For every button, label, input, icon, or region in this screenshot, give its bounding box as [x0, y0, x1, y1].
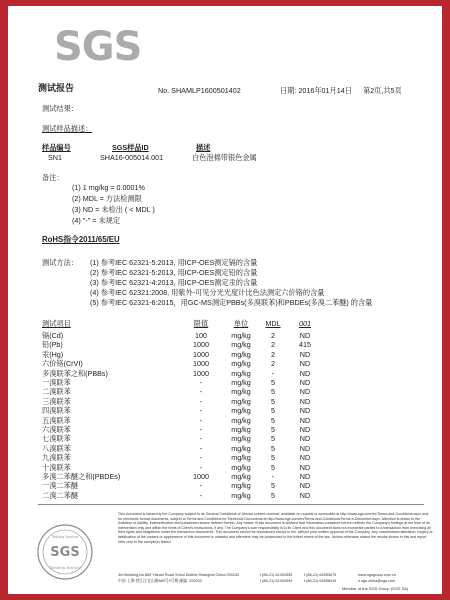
result-test-item: 八溴联苯	[42, 443, 71, 453]
result-mdl: 5	[271, 490, 275, 500]
result-unit: mg/kg	[231, 349, 251, 359]
result-unit: mg/kg	[231, 387, 251, 397]
result-test-item: 汞(Hg)	[42, 349, 64, 359]
result-test-item: 九溴联苯	[42, 453, 71, 463]
result-sample-001: ND	[299, 490, 311, 500]
result-mdl: 5	[271, 387, 275, 397]
result-limit: 1000	[193, 359, 209, 369]
result-sample-001: ND	[299, 443, 311, 453]
results-header-sample: 001	[299, 319, 311, 328]
result-limit: 1000	[193, 368, 209, 378]
result-mdl: 2	[271, 349, 275, 359]
result-unit: mg/kg	[231, 396, 251, 406]
sample-header-desc: 描述	[196, 143, 211, 152]
result-mdl: 5	[271, 425, 275, 434]
remarks-label: 备注：	[42, 173, 64, 182]
result-limit: -	[199, 378, 203, 387]
result-limit: -	[199, 453, 203, 463]
result-test-item: 六溴联苯	[42, 425, 71, 434]
result-mdl: 5	[271, 434, 275, 444]
report-title: 测试报告	[38, 83, 75, 93]
result-limit: 1000	[193, 472, 209, 481]
result-test-item: 十溴联苯	[42, 462, 71, 472]
result-limit: -	[199, 490, 203, 500]
result-sample-001: ND	[299, 378, 311, 387]
report-number: No. SHAMLP1600501402	[158, 86, 241, 95]
result-unit: mg/kg	[231, 490, 251, 500]
report-date: 日期: 2016年01月14日	[280, 86, 352, 95]
result-mdl: 2	[271, 359, 275, 369]
result-test-item: 二溴二苯醚	[42, 490, 78, 500]
result-unit: mg/kg	[231, 472, 251, 481]
section-title: RoHS指令2011/65/EU	[42, 235, 120, 244]
footer-divider	[38, 504, 424, 505]
result-limit: -	[199, 481, 203, 491]
fax-2: f (86-21) 64958419	[304, 579, 337, 583]
result-mdl: 5	[271, 443, 275, 453]
result-mdl: 5	[271, 481, 275, 491]
sample-header-no: 样品编号	[42, 143, 71, 152]
result-sample-001: ND	[299, 396, 311, 406]
test-method-label: 测试方法：	[42, 258, 78, 267]
result-test-item: 五溴联苯	[42, 415, 71, 425]
result-limit: -	[199, 415, 203, 425]
tel-2: t (86-21) 61402594	[260, 579, 293, 583]
remark-item: (2) MDL = 方法检测限	[72, 194, 142, 203]
method-item: (5) 参考IEC 62321-6:2015，用GC-MS测定PBBs(多溴联苯)和PBDEs(多溴二苯醚) 的含量	[90, 298, 373, 307]
result-sample-001: ND	[299, 406, 311, 416]
result-unit: mg/kg	[231, 368, 251, 378]
result-limit: -	[199, 425, 203, 434]
test-result-label: 测试结果：	[42, 104, 78, 113]
results-header-item: 测试项目	[42, 319, 71, 328]
result-sample-001: ND	[299, 434, 311, 444]
result-mdl: 2	[271, 340, 275, 350]
sgs-logo-text: SGS	[54, 24, 142, 70]
result-limit: -	[199, 406, 203, 416]
result-unit: mg/kg	[231, 453, 251, 463]
sample-cell-desc: 白色泡棉带银色金属	[192, 153, 257, 162]
result-unit: mg/kg	[231, 481, 251, 491]
result-test-item: 四溴联苯	[42, 406, 71, 416]
result-limit: 100	[195, 331, 207, 340]
result-sample-001: ND	[299, 453, 311, 463]
sgs-testing-seal	[36, 523, 94, 581]
method-item: (3) 参考IEC 62321-4:2013, 用ICP-OES测定汞的含量	[90, 278, 258, 287]
result-unit: mg/kg	[231, 359, 251, 369]
result-mdl: 2	[271, 331, 275, 340]
svg-text:Testing Service: Testing Service	[51, 535, 79, 539]
result-limit: -	[199, 443, 203, 453]
result-mdl: 5	[271, 406, 275, 416]
sample-cell-no: SN1	[48, 153, 62, 162]
result-mdl: 5	[271, 453, 275, 463]
result-limit: -	[199, 434, 203, 444]
result-unit: mg/kg	[231, 331, 251, 340]
result-test-item: 六价铬(CrVI)	[42, 359, 83, 369]
tel-1: t (86-21) 61402553	[260, 573, 293, 577]
result-test-item: 铅(Pb)	[42, 340, 63, 350]
result-mdl: -	[271, 472, 275, 481]
result-sample-001: ND	[299, 462, 311, 472]
result-limit: -	[199, 396, 203, 406]
result-limit: 1000	[193, 349, 209, 359]
sgs-logo	[54, 22, 142, 72]
website-link[interactable]: www.sgsgroup.com.cn	[358, 573, 396, 577]
result-sample-001: ND	[299, 425, 311, 434]
svg-text:SGS: SGS	[50, 545, 80, 560]
document-page	[8, 6, 442, 594]
fax-1: f (86-21) 64953679	[304, 573, 337, 577]
result-sample-001: ND	[299, 481, 311, 491]
method-item: (1) 参考IEC 62321-5:2013, 用ICP-OES测定镉的含量	[90, 258, 258, 267]
result-sample-001: ND	[299, 387, 311, 397]
result-sample-001: ND	[299, 415, 311, 425]
result-mdl: 5	[271, 462, 275, 472]
method-item: (4) 参考IEC 62321:2008, 用紫外-可见分光光度计比色法测定六价铬的含量	[90, 288, 325, 297]
result-sample-001: ND	[299, 368, 311, 378]
result-test-item: 七溴联苯	[42, 434, 71, 444]
email-link[interactable]: e sgs.china@sgs.com	[358, 579, 396, 583]
result-test-item: 一溴二苯醚	[42, 481, 78, 491]
remark-item: (3) ND = 未检出 ( < MDL )	[72, 205, 155, 214]
svg-text:Standards Technical: Standards Technical	[49, 566, 81, 570]
result-sample-001: ND	[299, 472, 311, 481]
results-header-limit: 限值	[193, 319, 209, 328]
member-text: Member of the SGS Group (SGS SA)	[342, 586, 409, 591]
result-unit: mg/kg	[231, 443, 251, 453]
result-unit: mg/kg	[231, 434, 251, 444]
result-test-item: 多溴二苯醚之和(PBDEs)	[42, 472, 121, 481]
result-mdl: -	[271, 368, 275, 378]
results-header-mdl: MDL	[265, 319, 281, 328]
result-test-item: 多溴联苯之和(PBBs)	[42, 368, 108, 378]
address-en: 3rd Building,No.889 Yishan Road Xuhui District,Shanghai China 200233	[118, 573, 240, 577]
footer-disclaimer: This document is issued by the Company subject to its General Conditions of Service printed overleaf, available on request or accessible at http://www.sgs.com/en/Terms-and-Conditions.aspx and, for electronic format documents, subject to Terms and Conditions for Electronic Documents at http://www.sgs.com/en/Terms-and-Conditions/Terms-e-Document.aspx. Attention is drawn to the limitation of liability, indemnification and jurisdiction issues defined therein. Any holder of this document is advised that information contained hereon reflects the Company's findings at the time of its intervention only and within the limits of Client's instructions, if any. The Company's sole responsibility is to its Client and this document does not exonerate parties to a transaction from exercising all their rights and obligations under the transaction documents. This document cannot be reproduced except in full, without prior written approval of the Company. Any unauthorized alteration, forgery or falsification of the content or appearance of this document is unlawful and offenders may be prosecuted to the fullest extent of the law. Unless otherwise stated the results shown in this test report refer only to the sample(s) tested.	[118, 512, 433, 544]
address-cn: 中国·上海·徐汇区宜山路889号3号楼 邮编: 200233	[118, 579, 202, 583]
result-unit: mg/kg	[231, 340, 251, 350]
remark-item: (1) 1 mg/kg = 0.0001%	[72, 183, 145, 192]
result-sample-001: ND	[299, 359, 311, 369]
result-sample-001: 415	[299, 340, 311, 350]
result-test-item: 镉(Cd)	[42, 331, 64, 340]
result-mdl: 5	[271, 378, 275, 387]
result-limit: 1000	[193, 340, 209, 350]
sample-header-id: SGS样品ID	[112, 143, 149, 152]
result-mdl: 5	[271, 415, 275, 425]
result-sample-001: ND	[299, 349, 311, 359]
result-sample-001: ND	[299, 331, 311, 340]
result-unit: mg/kg	[231, 415, 251, 425]
result-test-item: 三溴联苯	[42, 396, 71, 406]
result-test-item: 一溴联苯	[42, 378, 71, 387]
result-unit: mg/kg	[231, 462, 251, 472]
result-unit: mg/kg	[231, 378, 251, 387]
result-limit: -	[199, 462, 203, 472]
result-unit: mg/kg	[231, 406, 251, 416]
result-test-item: 二溴联苯	[42, 387, 71, 397]
remark-item: (4) "-" = 未规定	[72, 216, 121, 225]
sample-desc-label: 测试样品描述：	[42, 124, 93, 133]
method-item: (2) 参考IEC 62321-5:2013, 用ICP-OES测定铅的含量	[90, 268, 258, 277]
result-limit: -	[199, 387, 203, 397]
sample-cell-id: SHA16-005014.001	[100, 153, 164, 162]
page-number: 第2页,共5页	[363, 86, 402, 95]
results-header-unit: 单位	[233, 319, 249, 328]
result-unit: mg/kg	[231, 425, 251, 434]
result-mdl: 5	[271, 396, 275, 406]
